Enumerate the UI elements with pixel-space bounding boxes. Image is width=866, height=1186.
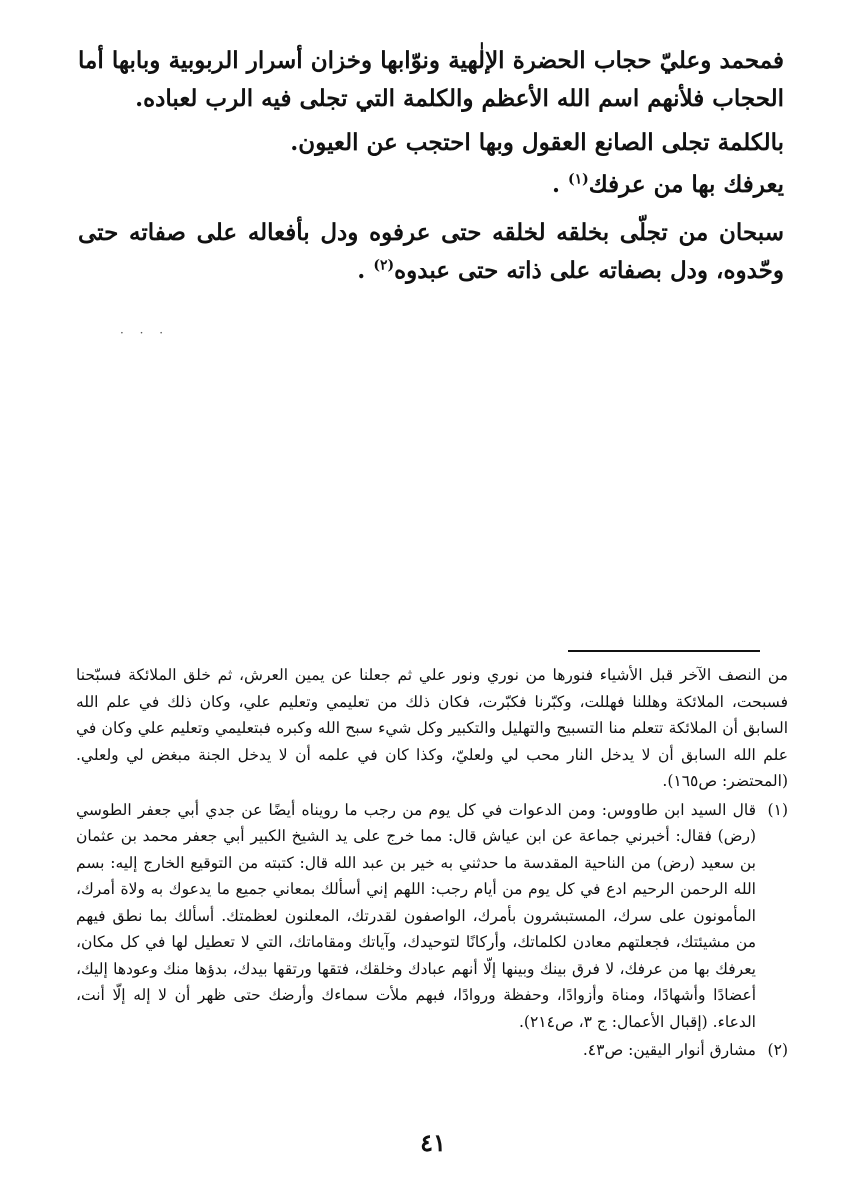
footnote-ref-2[interactable]: (٢)	[373, 257, 395, 274]
page-number: ٤١	[420, 1128, 446, 1157]
paragraph-3	[78, 166, 784, 204]
stray-marks: · · ·	[120, 326, 170, 340]
paragraph-3-text: يعرفك بها من عرفك	[588, 171, 784, 198]
footnotes	[76, 662, 788, 1064]
footnote-1-number: (١)	[767, 800, 788, 819]
paragraph-4	[78, 214, 784, 290]
footnote-continuation: من النصف الآخر قبل الأشياء فنورها من نوري ونور علي ثم جعلنا عن يمين العرش، ثم خلق الملائكة فسبّحنا فسبحت، الملائكة وهللنا فهللت، وكبّرنا فكبّرت، فكان ذلك من تعليمي وتعليم علي، وكان ذلك في علم الله السابق أن الملائكة تتعلم منا التسبيح والتهليل والتكبير وكل شيء سبح الله وكبره فبتعليمي وتعليم علي وكان في علم الله السابق أن لا يدخل النار محب لي ولعليّ، وكذا كان في علمه أن لا يدخل الجنة مبغض لي ولعلي. (المحتضر: ص١٦٥).	[76, 666, 788, 790]
main-text	[78, 42, 784, 290]
paragraph-3-end: .	[551, 171, 560, 198]
footnote-1-text: قال السيد ابن طاووس: ومن الدعوات في كل يوم من رجب ما رويناه أيضًا عن جدي أبي جعفر الطوسي (رض) فقال: أخبرني جماعة عن ابن عياش قال: مما خرج على يد الشيخ الكبير أبي جعفر محمد بن عثمان بن سعيد (رض) من الناحية المقدسة ما حدثني به خير بن عبد الله قال: كتبته من التوقيع الخارج إليه: بسم الله الرحمن الرحيم ادع في كل يوم من أيام رجب: اللهم إني أسألك بمعاني جميع ما يدعوك به ولاة أمرك، المأمونون على سرك، المستبشرون بأمرك، الواصفون لقدرتك، المعلنون لعظمتك. أسألك بما نطق فيهم من مشيئتك، فجعلتهم معادن لكلماتك، وأركانًا لتوحيدك، وآياتك ومقاماتك، التي لا تعطيل لها في كل مكان، يعرفك بها من عرفك، لا فرق بينك وبينها إلّا أنهم عبادك وخلقك، فتقها ورتقها بيدك، بدؤها منك وعودها إليك، أعضادًا وأشهادًا، ومناة وأزوادًا، وحفظة وروادًا، فبهم ملأت سماءك وأرضك حتى ظهر أن لا إله إلّا أنت، الدعاء. (إقبال الأعمال: ج ٣، ص٢١٤).	[76, 800, 756, 1031]
footnote-2	[76, 1037, 788, 1064]
paragraph-2: بالكلمة تجلى الصانع العقول وبها احتجب عن العيون.	[290, 129, 784, 156]
paragraph-4-text: سبحان من تجلّى بخلقه لخلقه حتى عرفوه ودل بأفعاله على صفاته حتى وحّدوه، ودل بصفاته على ذاته حتى عبدوه	[78, 219, 784, 284]
footnote-ref-1[interactable]: (١)	[567, 171, 589, 188]
footnote-2-number: (٢)	[767, 1041, 788, 1059]
paragraph-1: فمحمد وعليّ حجاب الحضرة الإلٰهية ونوّابها وخزان أسرار الربوبية وبابها أما الحجاب فلأنهم اسم الله الأعظم والكلمة التي تجلى فيه الرب لعباده.	[78, 47, 784, 112]
paragraph-4-end: .	[357, 257, 366, 284]
footnote-1	[76, 797, 788, 1036]
footnote-2-text: مشارق أنوار اليقين: ص٤٣.	[582, 1041, 756, 1059]
footnote-divider	[568, 650, 760, 652]
